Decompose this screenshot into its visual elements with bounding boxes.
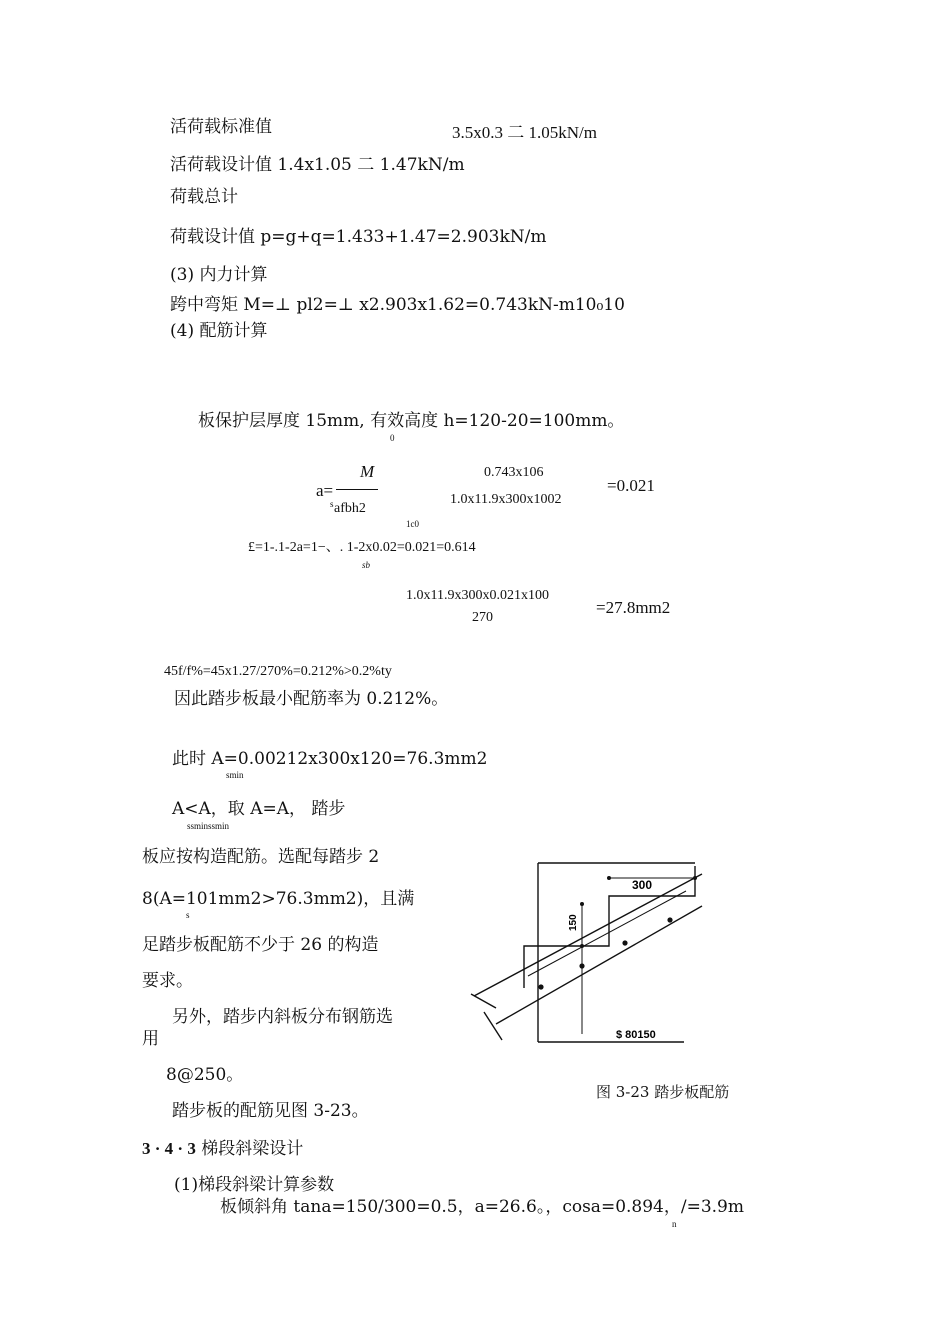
dim-tick-150-top bbox=[580, 902, 584, 906]
formula-as-numerator: 1.0x11.9x300x0.021x100 bbox=[406, 588, 549, 603]
dim-tick-300-right bbox=[693, 876, 697, 880]
dim-tick-150-bottom bbox=[580, 944, 584, 948]
body-text-line-2-subscript: s bbox=[186, 910, 190, 920]
cover-thickness-subscript: 0 bbox=[390, 433, 395, 443]
body-text-line-7: 8@250。 bbox=[166, 1065, 244, 1085]
rebar-dot bbox=[667, 917, 672, 922]
break-line-lower bbox=[484, 1012, 502, 1040]
as-compare-subscript: ssminssmin bbox=[187, 821, 230, 831]
body-text-line-8: 踏步板的配筋见图 3-23。 bbox=[172, 1101, 369, 1121]
live-load-standard-label: 活荷载标准值 bbox=[170, 117, 272, 137]
min-ratio-conclusion: 因此踏步板最小配筋率为 0.212%。 bbox=[174, 689, 449, 709]
slab-upper-edge bbox=[474, 874, 702, 996]
break-line-upper bbox=[471, 994, 496, 1008]
body-text-line-3: 足踏步板配筋不少于 26 的构造 bbox=[142, 935, 379, 955]
formula-xi-subscript: sb bbox=[362, 560, 371, 570]
rebar-dot bbox=[538, 984, 543, 989]
formula-alpha-value-denominator: 1.0x11.9x300x1002 bbox=[450, 492, 562, 507]
slab-lower-edge bbox=[496, 906, 702, 1024]
cover-thickness-line: 板保护层厚度 15mm, 有效高度 h=120-20=100mm。 bbox=[198, 411, 625, 431]
formula-xi: £=1-.1-2a=1−、. 1-2x0.02=0.021=0.614 bbox=[248, 540, 476, 555]
body-text-line-6: 用 bbox=[142, 1029, 159, 1049]
dim-300-label: 300 bbox=[632, 878, 653, 892]
as-min-subscript: smin bbox=[226, 770, 244, 780]
rebar-dot bbox=[579, 963, 584, 968]
subsection-parameters: (1)梯段斜梁计算参数 bbox=[174, 1175, 335, 1195]
live-load-design-line: 活荷载设计值 1.4x1.05 二 1.47kN/m bbox=[170, 155, 465, 175]
rebar-dot bbox=[622, 940, 627, 945]
load-total-heading: 荷载总计 bbox=[170, 187, 238, 207]
formula-alpha-lhs: a= bbox=[316, 481, 334, 500]
figure-caption: 图 3-23 踏步板配筋 bbox=[596, 1083, 730, 1101]
incline-angle-line: 板倾斜角 tana=150/300=0.5，a=26.6。，cosa=0.894，/=3.9m bbox=[220, 1197, 744, 1217]
formula-alpha-subscript-s: s bbox=[330, 499, 334, 509]
min-ratio-formula: 45f/f%=45x1.27/270%=0.212%>0.2%ty bbox=[164, 664, 392, 679]
body-text-line-4: 要求。 bbox=[142, 971, 193, 991]
formula-as-denominator: 270 bbox=[472, 610, 493, 625]
formula-alpha-subscript-1c0: 1c0 bbox=[406, 519, 419, 529]
as-min-line: 此时 A=0.00212x300x120=76.3mm2 bbox=[172, 749, 488, 769]
formula-alpha-fraction-bar bbox=[336, 489, 378, 490]
formula-alpha-denominator: afbh2 bbox=[334, 501, 366, 516]
section-reinforcement: (4) 配筋计算 bbox=[170, 321, 268, 341]
formula-alpha-value-numerator: 0.743x106 bbox=[484, 465, 544, 480]
rebar-line bbox=[528, 891, 686, 976]
step-reinforcement-figure bbox=[466, 856, 706, 1048]
body-text-line-5: 另外，踏步内斜板分布钢筋选 bbox=[172, 1007, 393, 1027]
stair-step-outline bbox=[524, 866, 695, 988]
section-internal-force: (3) 内力计算 bbox=[170, 265, 268, 285]
formula-alpha-result: =0.021 bbox=[607, 476, 655, 495]
incline-angle-subscript: n bbox=[672, 1219, 677, 1229]
section-number: 3 · 4 · 3 bbox=[142, 1139, 196, 1158]
midspan-moment-line: 跨中弯矩 M=⊥ pl2=⊥ x2.903x1.62=0.743kN-m10₀10 bbox=[170, 295, 625, 315]
section-heading-3-4-3 bbox=[142, 1140, 303, 1159]
load-design-line: 荷载设计值 p=g+q=1.433+1.47=2.903kN/m bbox=[170, 227, 547, 247]
formula-alpha-numerator: M bbox=[360, 462, 375, 481]
body-text-line-1: 板应按构造配筋。选配每踏步 2 bbox=[142, 847, 380, 867]
body-text-line-2: 8(A=101mm2>76.3mm2)，且满 bbox=[142, 889, 415, 909]
formula-as-result: =27.8mm2 bbox=[596, 598, 671, 617]
rebar-spec-label: $ 80150 bbox=[616, 1029, 656, 1041]
dim-tick-300-left bbox=[607, 876, 611, 880]
live-load-standard-value: 3.5x0.3 二 1.05kN/m bbox=[452, 123, 597, 142]
section-title: 梯段斜梁设计 bbox=[195, 1139, 304, 1159]
dim-150-label: 150 bbox=[568, 914, 579, 931]
as-compare-line: A<A，取 A=A， 踏步 bbox=[172, 799, 346, 819]
